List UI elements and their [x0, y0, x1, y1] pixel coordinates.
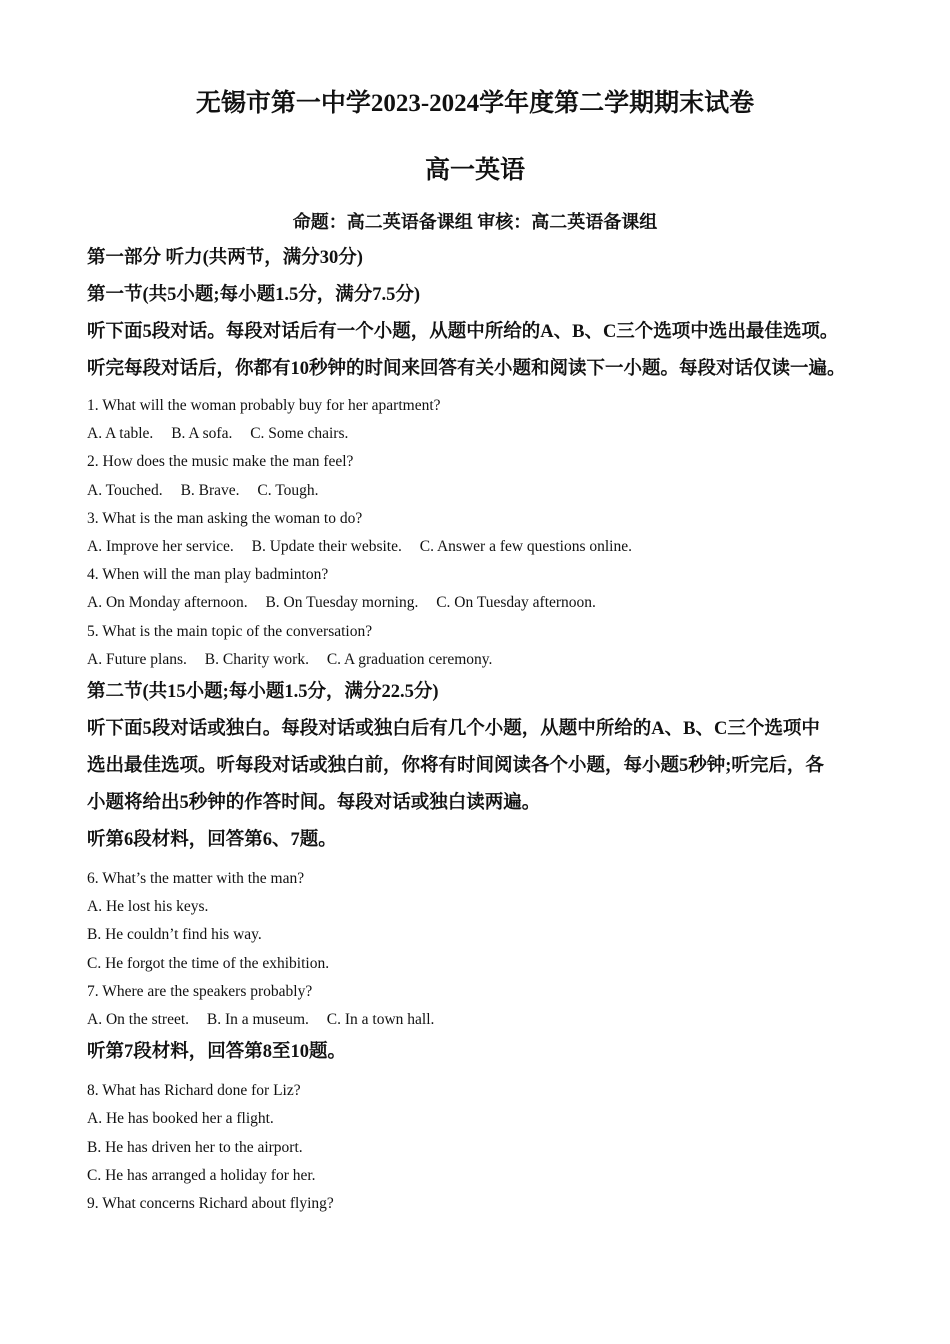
exam-body	[87, 240, 887, 1218]
question-text: 9. What concerns Richard about flying?	[87, 1195, 334, 1213]
section1-heading: 第一节(共5小题;每小题1.5分，满分7.5分)	[87, 285, 420, 305]
option-c: C. He forgot the time of the exhibition.	[87, 954, 330, 972]
option-b: B. On Tuesday morning.	[265, 594, 419, 612]
options-row	[87, 646, 887, 674]
options-row	[87, 533, 887, 561]
options-row	[87, 589, 887, 617]
question-text: 6. What’s the matter with the man?	[87, 870, 305, 888]
section1-instructions-line2: 听完每段对话后，你都有10秒钟的时间来回答有关小题和阅读下一小题。每段对话仅读一遍。	[87, 359, 846, 379]
subject-title: 高一英语	[424, 157, 525, 184]
question-3	[87, 505, 887, 561]
question-text: 3. What is the man asking the woman to do?	[87, 509, 363, 527]
option-b: B. Brave.	[180, 481, 240, 499]
option-b: B. Charity work.	[204, 650, 309, 668]
question-text: 4. When will the man play badminton?	[87, 566, 329, 584]
option-b: B. In a museum.	[206, 1011, 309, 1029]
option-a: A. On the street.	[87, 1011, 190, 1029]
question-text: 1. What will the woman probably buy for her apartment?	[87, 397, 441, 414]
part1-heading: 第一部分 听力(共两节，满分30分)	[87, 248, 363, 268]
question-9	[87, 1190, 887, 1218]
option-a: A. Touched.	[87, 481, 163, 499]
question-7	[87, 978, 887, 1034]
question-text: 2. How does the music make the man feel?	[87, 453, 354, 471]
options-row	[87, 477, 887, 505]
question-8	[87, 1077, 887, 1190]
section2-instructions-line3: 小题将给出5秒钟的作答时间。每段对话或独白读两遍。	[87, 793, 541, 814]
option-b: B. He has driven her to the airport.	[87, 1138, 303, 1156]
section1-instructions-line1: 听下面5段对话。每段对话后有一个小题，从题中所给的A、B、C三个选项中选出最佳选项。	[87, 322, 839, 342]
question-5	[87, 618, 887, 674]
question-text: 5. What is the main topic of the conversation?	[87, 622, 373, 640]
exam-title: 无锡市第一中学2023-2024学年度第二学期期末试卷	[195, 90, 755, 117]
question-2	[87, 448, 887, 504]
options-row	[87, 1006, 887, 1034]
material6-heading: 听第6段材料，回答第6、7题。	[87, 830, 337, 851]
option-c: C. A graduation ceremony.	[326, 650, 493, 668]
section2-heading: 第二节(共15小题;每小题1.5分，满分22.5分)	[87, 682, 439, 703]
section2-instructions-line2: 选出最佳选项。听每段对话或独白前，你将有时间阅读各个小题，每小题5秒钟;听完后，各	[87, 756, 824, 777]
question-1	[87, 392, 887, 448]
option-b: B. He couldn’t find his way.	[87, 926, 262, 944]
option-b: B. Update their website.	[251, 538, 402, 556]
option-a: A. He lost his keys.	[87, 898, 209, 916]
option-a: A. Improve her service.	[87, 538, 234, 556]
question-6	[87, 865, 887, 978]
option-c: C. Tough.	[257, 481, 319, 499]
option-a: A. He has booked her a flight.	[87, 1110, 274, 1128]
option-c: C. On Tuesday afternoon.	[436, 594, 596, 612]
option-c: C. Some chairs.	[250, 425, 349, 443]
option-c: C. He has arranged a holiday for her.	[87, 1166, 316, 1184]
option-a: A. A table.	[87, 425, 154, 443]
material7-heading: 听第7段材料，回答第8至10题。	[87, 1042, 347, 1063]
options-row	[87, 420, 887, 448]
option-a: A. On Monday afternoon.	[87, 594, 248, 612]
question-4	[87, 561, 887, 617]
authors-line: 命题：高二英语备课组 审核：高二英语备课组	[292, 212, 658, 232]
option-b: B. A sofa.	[171, 425, 233, 443]
option-c: C. In a town hall.	[326, 1011, 435, 1029]
question-text: 7. Where are the speakers probably?	[87, 982, 313, 1000]
option-a: A. Future plans.	[87, 650, 187, 668]
section2-instructions-line1: 听下面5段对话或独白。每段对话或独白后有几个小题，从题中所给的A、B、C三个选项中	[87, 719, 820, 740]
question-text: 8. What has Richard done for Liz?	[87, 1082, 301, 1100]
option-c: C. Answer a few questions online.	[419, 538, 632, 556]
